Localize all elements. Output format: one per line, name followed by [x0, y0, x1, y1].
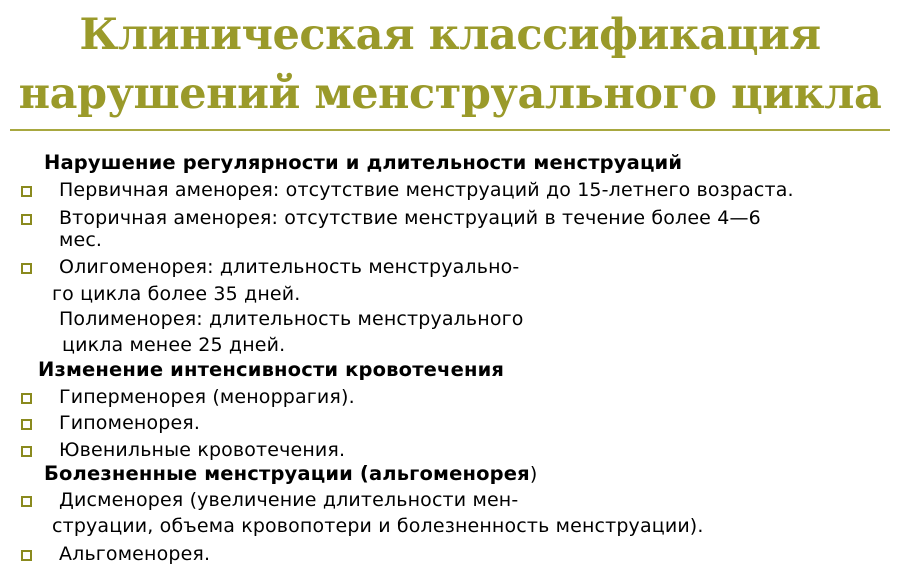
square-bullet-icon: [21, 446, 32, 457]
title-line-1: Клиническая классификация: [79, 10, 821, 60]
section-heading-regularity: Нарушение регулярности и длительности менструаций: [44, 151, 683, 174]
section-heading-painful: [44, 462, 537, 486]
section-heading-painful-text: Болезненные менструации (альгоменорея: [44, 462, 530, 485]
square-bullet-icon: [21, 419, 32, 430]
square-bullet-icon: [21, 393, 32, 404]
square-bullet-icon: [21, 496, 32, 507]
list-item-oligomenorrhea: Олигоменорея: длительность менструально-: [59, 256, 520, 278]
slide-title: [0, 6, 900, 124]
list-item-secondary-amenorrhea: Вторичная аменорея: отсутствие менструаций в течение более 4—6: [59, 207, 761, 229]
list-item-juvenile-bleeding: Ювенильные кровотечения.: [59, 439, 346, 461]
list-item-polymenorrhea-cont: цикла менее 25 дней.: [62, 334, 286, 356]
list-item-algomenorrhea: Альгоменорея.: [59, 543, 211, 565]
title-line-2: нарушений менструального цикла: [18, 69, 882, 119]
list-item-dysmenorrhea: Дисменорея (увеличение длительности мен-: [59, 489, 519, 511]
title-divider: [10, 129, 890, 131]
square-bullet-icon: [21, 214, 32, 225]
square-bullet-icon: [21, 263, 32, 274]
list-item-oligomenorrhea-cont: го цикла более 35 дней.: [52, 283, 301, 305]
list-item-primary-amenorrhea: Первичная аменорея: отсутствие менструаций до 15-летнего возраста.: [59, 179, 794, 201]
list-item-dysmenorrhea-cont: струации, объема кровопотери и болезненность менструации).: [52, 515, 704, 537]
section-heading-painful-tail: ): [529, 463, 538, 485]
list-item-hypermenorrhea: Гиперменорея (меноррагия).: [59, 386, 355, 408]
list-item-polymenorrhea: Полименорея: длительность менструального: [59, 308, 524, 330]
list-item-hypomenorrhea: Гипоменорея.: [59, 412, 201, 434]
square-bullet-icon: [21, 550, 32, 561]
list-item-secondary-amenorrhea-cont: мес.: [59, 229, 103, 251]
square-bullet-icon: [21, 186, 32, 197]
section-heading-intensity: Изменение интенсивности кровотечения: [38, 358, 505, 381]
